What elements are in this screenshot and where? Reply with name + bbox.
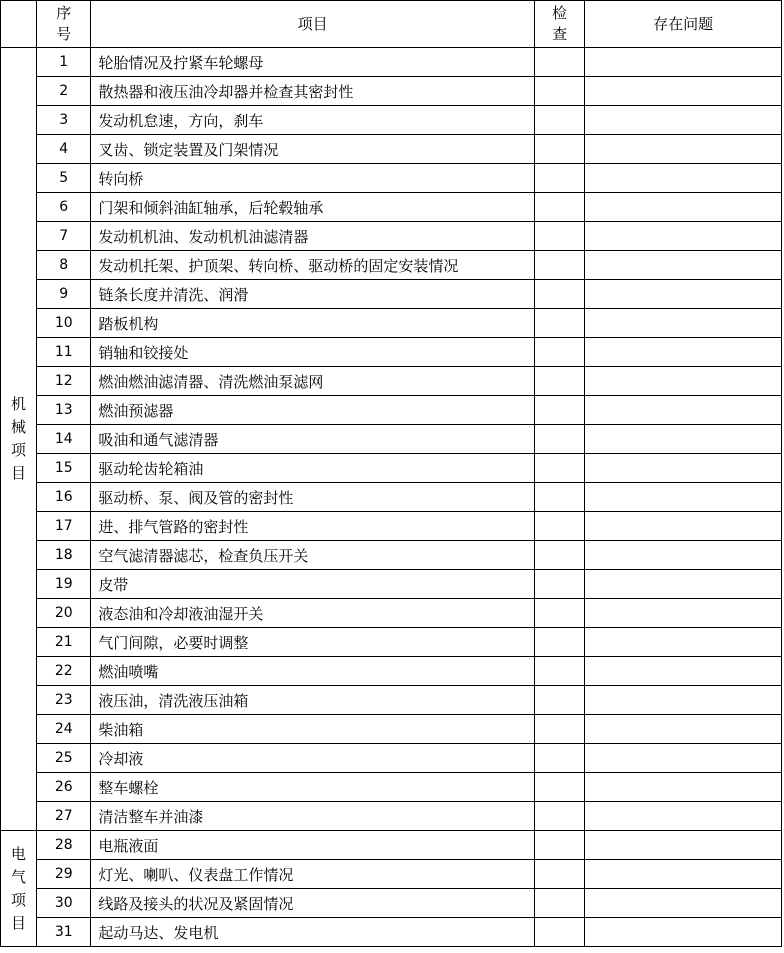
table-row xyxy=(1,860,782,889)
category-label: 电气项目 xyxy=(11,844,27,932)
check-cell[interactable] xyxy=(535,657,585,686)
row-number: 3 xyxy=(37,106,91,135)
row-number: 7 xyxy=(37,222,91,251)
check-cell[interactable] xyxy=(535,570,585,599)
problem-cell[interactable] xyxy=(585,483,782,512)
row-number: 17 xyxy=(37,512,91,541)
check-cell[interactable] xyxy=(535,802,585,831)
category-cell xyxy=(1,831,37,947)
header-problem-cell: 存在问题 xyxy=(585,1,782,48)
problem-cell[interactable] xyxy=(585,338,782,367)
row-number: 1 xyxy=(37,48,91,77)
row-item: 液态油和冷却液油湿开关 xyxy=(91,599,535,628)
row-number: 24 xyxy=(37,715,91,744)
row-number: 18 xyxy=(37,541,91,570)
problem-cell[interactable] xyxy=(585,889,782,918)
problem-cell[interactable] xyxy=(585,280,782,309)
category-cell xyxy=(1,48,37,831)
check-cell[interactable] xyxy=(535,599,585,628)
table-row xyxy=(1,744,782,773)
check-cell[interactable] xyxy=(535,222,585,251)
row-number: 20 xyxy=(37,599,91,628)
table-row xyxy=(1,309,782,338)
row-number: 11 xyxy=(37,338,91,367)
problem-cell[interactable] xyxy=(585,628,782,657)
problem-cell[interactable] xyxy=(585,454,782,483)
row-item: 皮带 xyxy=(91,570,535,599)
row-number: 30 xyxy=(37,889,91,918)
table-row xyxy=(1,164,782,193)
problem-cell[interactable] xyxy=(585,773,782,802)
row-item: 叉齿、锁定装置及门架情况 xyxy=(91,135,535,164)
row-number: 4 xyxy=(37,135,91,164)
check-cell[interactable] xyxy=(535,106,585,135)
table-row xyxy=(1,77,782,106)
problem-cell[interactable] xyxy=(585,657,782,686)
row-number: 6 xyxy=(37,193,91,222)
row-item: 起动马达、发电机 xyxy=(91,918,535,947)
table-row xyxy=(1,831,782,860)
problem-cell[interactable] xyxy=(585,106,782,135)
table-row xyxy=(1,280,782,309)
header-seq-cell: 序号 xyxy=(37,1,91,48)
table-row xyxy=(1,48,782,77)
header-check-cell: 检查 xyxy=(535,1,585,48)
check-cell[interactable] xyxy=(535,686,585,715)
problem-cell[interactable] xyxy=(585,512,782,541)
row-number: 31 xyxy=(37,918,91,947)
check-cell[interactable] xyxy=(535,193,585,222)
problem-cell[interactable] xyxy=(585,135,782,164)
row-item: 轮胎情况及拧紧车轮螺母 xyxy=(91,48,535,77)
problem-cell[interactable] xyxy=(585,860,782,889)
row-item: 燃油燃油滤清器、清洗燃油泵滤网 xyxy=(91,367,535,396)
problem-cell[interactable] xyxy=(585,802,782,831)
table-row xyxy=(1,541,782,570)
check-cell[interactable] xyxy=(535,744,585,773)
header-item-cell: 项目 xyxy=(91,1,535,48)
row-item: 清洁整车并油漆 xyxy=(91,802,535,831)
problem-cell[interactable] xyxy=(585,541,782,570)
problem-cell[interactable] xyxy=(585,396,782,425)
row-number: 25 xyxy=(37,744,91,773)
table-row xyxy=(1,570,782,599)
row-item: 发动机怠速，方向，刹车 xyxy=(91,106,535,135)
check-cell[interactable] xyxy=(535,541,585,570)
check-cell[interactable] xyxy=(535,367,585,396)
table-row xyxy=(1,599,782,628)
checklist-body xyxy=(1,48,782,947)
row-item: 气门间隙，必要时调整 xyxy=(91,628,535,657)
table-row xyxy=(1,106,782,135)
problem-cell[interactable] xyxy=(585,686,782,715)
header-row xyxy=(1,1,782,48)
row-item: 柴油箱 xyxy=(91,715,535,744)
row-item: 吸油和通气滤清器 xyxy=(91,425,535,454)
row-item: 线路及接头的状况及紧固情况 xyxy=(91,889,535,918)
table-row xyxy=(1,889,782,918)
row-number: 28 xyxy=(37,831,91,860)
table-row xyxy=(1,338,782,367)
table-row xyxy=(1,773,782,802)
row-number: 8 xyxy=(37,251,91,280)
row-number: 26 xyxy=(37,773,91,802)
row-number: 2 xyxy=(37,77,91,106)
table-row xyxy=(1,396,782,425)
table-row xyxy=(1,918,782,947)
problem-cell[interactable] xyxy=(585,77,782,106)
row-item: 驱动轮齿轮箱油 xyxy=(91,454,535,483)
table-row xyxy=(1,802,782,831)
row-item: 电瓶液面 xyxy=(91,831,535,860)
check-cell[interactable] xyxy=(535,773,585,802)
table-row xyxy=(1,715,782,744)
table-row xyxy=(1,367,782,396)
row-item: 散热器和液压油冷却器并检查其密封性 xyxy=(91,77,535,106)
row-number: 10 xyxy=(37,309,91,338)
check-cell[interactable] xyxy=(535,280,585,309)
row-item: 门架和倾斜油缸轴承，后轮毂轴承 xyxy=(91,193,535,222)
check-cell[interactable] xyxy=(535,425,585,454)
row-item: 踏板机构 xyxy=(91,309,535,338)
check-cell[interactable] xyxy=(535,77,585,106)
row-number: 21 xyxy=(37,628,91,657)
table-row xyxy=(1,135,782,164)
row-item: 驱动桥、泵、阀及管的密封性 xyxy=(91,483,535,512)
problem-cell[interactable] xyxy=(585,744,782,773)
row-item: 空气滤清器滤芯，检查负压开关 xyxy=(91,541,535,570)
check-cell[interactable] xyxy=(535,860,585,889)
row-number: 29 xyxy=(37,860,91,889)
table-row xyxy=(1,454,782,483)
row-number: 9 xyxy=(37,280,91,309)
row-number: 14 xyxy=(37,425,91,454)
table-row xyxy=(1,193,782,222)
table-row xyxy=(1,425,782,454)
row-number: 19 xyxy=(37,570,91,599)
problem-cell[interactable] xyxy=(585,831,782,860)
check-cell[interactable] xyxy=(535,48,585,77)
table-row xyxy=(1,251,782,280)
problem-cell[interactable] xyxy=(585,251,782,280)
table-row xyxy=(1,628,782,657)
row-item: 液压油，清洗液压油箱 xyxy=(91,686,535,715)
problem-cell[interactable] xyxy=(585,918,782,947)
problem-cell[interactable] xyxy=(585,48,782,77)
table-row xyxy=(1,483,782,512)
check-cell[interactable] xyxy=(535,918,585,947)
check-cell[interactable] xyxy=(535,715,585,744)
table-row xyxy=(1,222,782,251)
table-row xyxy=(1,657,782,686)
category-label: 机械项目 xyxy=(11,395,27,482)
problem-cell[interactable] xyxy=(585,599,782,628)
row-number: 12 xyxy=(37,367,91,396)
table-row xyxy=(1,512,782,541)
problem-cell[interactable] xyxy=(585,367,782,396)
row-item: 发动机托架、护顶架、转向桥、驱动桥的固定安装情况 xyxy=(91,251,535,280)
row-item: 燃油预滤器 xyxy=(91,396,535,425)
problem-cell[interactable] xyxy=(585,715,782,744)
problem-cell[interactable] xyxy=(585,164,782,193)
header-category-cell xyxy=(1,1,37,48)
check-cell[interactable] xyxy=(535,483,585,512)
row-item: 灯光、喇叭、仪表盘工作情况 xyxy=(91,860,535,889)
row-item: 燃油喷嘴 xyxy=(91,657,535,686)
row-item: 整车螺栓 xyxy=(91,773,535,802)
row-number: 13 xyxy=(37,396,91,425)
row-item: 进、排气管路的密封性 xyxy=(91,512,535,541)
row-item: 冷却液 xyxy=(91,744,535,773)
check-cell[interactable] xyxy=(535,309,585,338)
row-number: 27 xyxy=(37,802,91,831)
row-number: 22 xyxy=(37,657,91,686)
check-cell[interactable] xyxy=(535,251,585,280)
row-number: 23 xyxy=(37,686,91,715)
problem-cell[interactable] xyxy=(585,193,782,222)
check-cell[interactable] xyxy=(535,164,585,193)
check-cell[interactable] xyxy=(535,512,585,541)
check-cell[interactable] xyxy=(535,889,585,918)
check-cell[interactable] xyxy=(535,396,585,425)
check-cell[interactable] xyxy=(535,831,585,860)
problem-cell[interactable] xyxy=(585,309,782,338)
row-item: 销轴和铰接处 xyxy=(91,338,535,367)
check-cell[interactable] xyxy=(535,628,585,657)
check-cell[interactable] xyxy=(535,454,585,483)
row-number: 5 xyxy=(37,164,91,193)
row-item: 发动机机油、发动机机油滤清器 xyxy=(91,222,535,251)
problem-cell[interactable] xyxy=(585,425,782,454)
table-row xyxy=(1,686,782,715)
problem-cell[interactable] xyxy=(585,570,782,599)
problem-cell[interactable] xyxy=(585,222,782,251)
check-cell[interactable] xyxy=(535,135,585,164)
row-number: 15 xyxy=(37,454,91,483)
row-item: 链条长度并清洗、润滑 xyxy=(91,280,535,309)
check-cell[interactable] xyxy=(535,338,585,367)
row-item: 转向桥 xyxy=(91,164,535,193)
row-number: 16 xyxy=(37,483,91,512)
